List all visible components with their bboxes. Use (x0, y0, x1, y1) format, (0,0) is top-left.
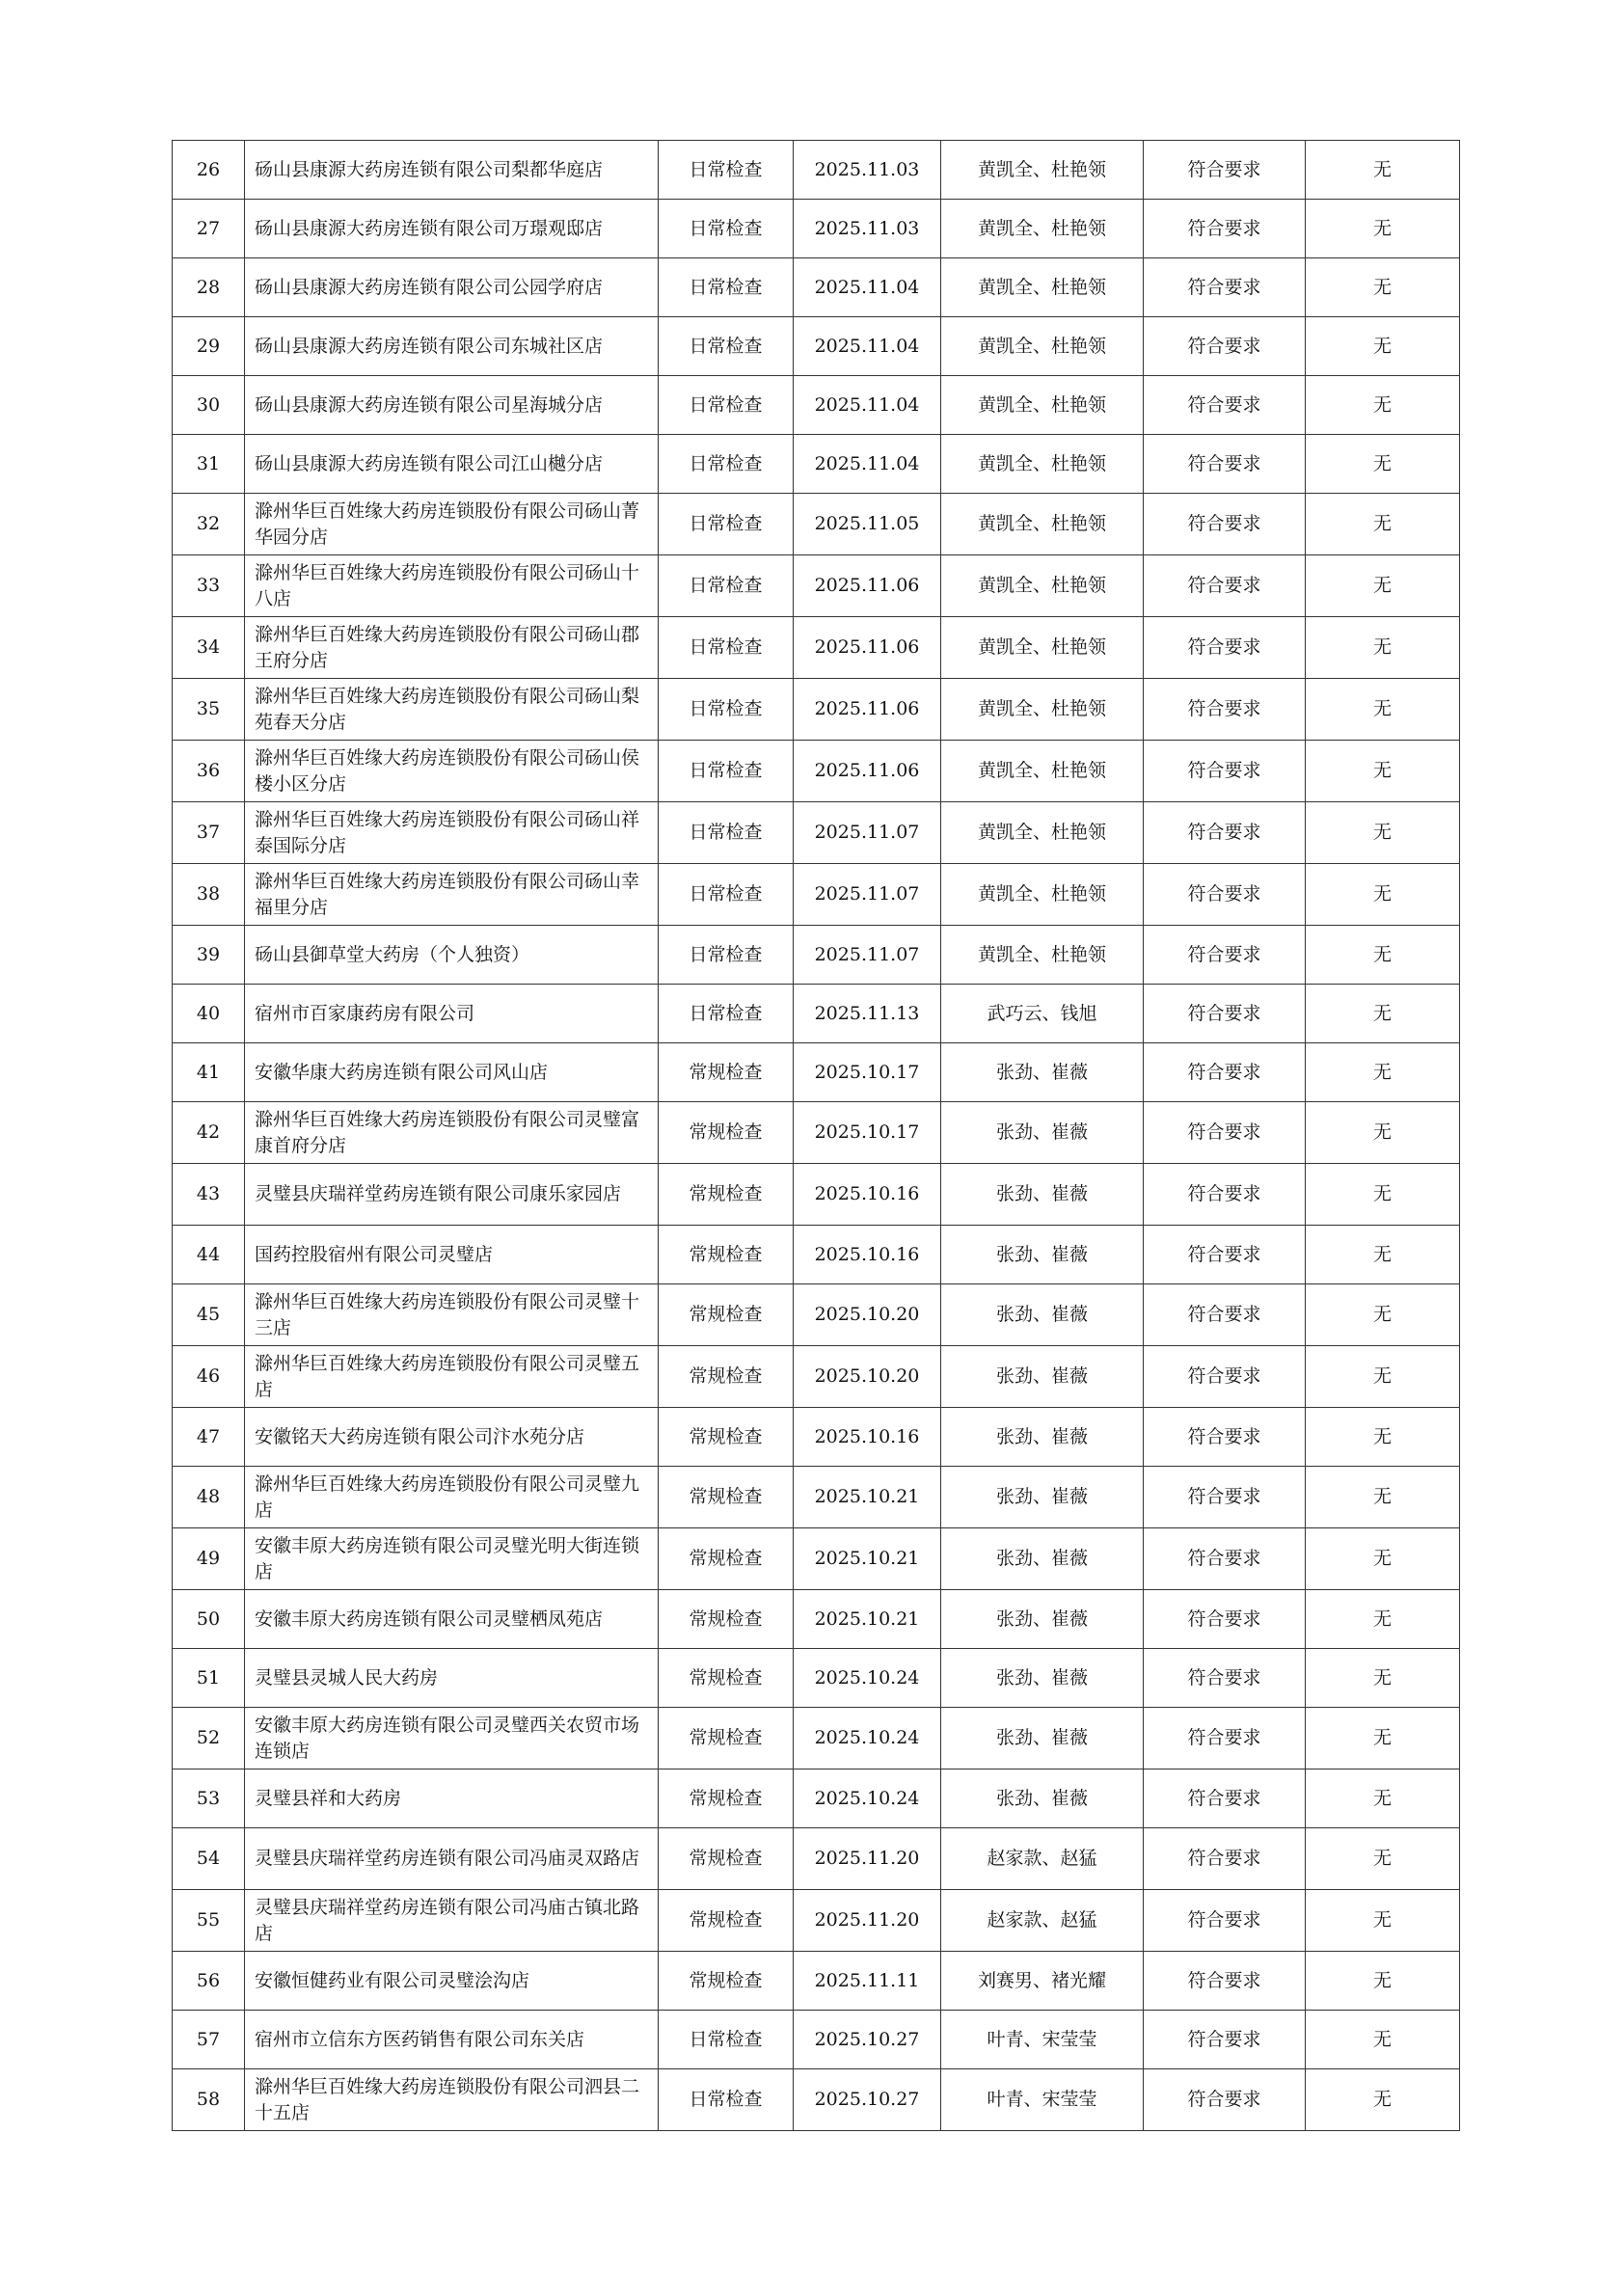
table-row (173, 1708, 1460, 1769)
inspection-type-cell: 日常检查 (659, 2069, 794, 2131)
inspectors-cell: 张劲、崔薇 (941, 1346, 1144, 1408)
inspection-type-cell: 常规检查 (659, 1467, 794, 1528)
row-number-cell: 56 (173, 1952, 245, 2011)
row-number-cell: 47 (173, 1408, 245, 1467)
inspection-date-cell: 2025.10.16 (794, 1164, 941, 1226)
pharmacy-name-cell: 滁州华巨百姓缘大药房连锁股份有限公司灵璧十三店 (245, 1284, 659, 1346)
inspection-type-cell: 常规检查 (659, 1164, 794, 1226)
result-cell: 符合要求 (1144, 258, 1306, 317)
inspectors-cell: 黄凯全、杜艳领 (941, 926, 1144, 985)
pharmacy-name-cell: 安徽丰原大药房连锁有限公司灵璧西关农贸市场连锁店 (245, 1708, 659, 1769)
inspectors-cell: 叶青、宋莹莹 (941, 2011, 1144, 2069)
inspectors-cell: 赵家款、赵猛 (941, 1828, 1144, 1890)
inspection-type-cell: 日常检查 (659, 679, 794, 741)
table-row (173, 555, 1460, 617)
pharmacy-name-cell: 宿州市立信东方医药销售有限公司东关店 (245, 2011, 659, 2069)
inspection-type-cell: 常规检查 (659, 1226, 794, 1284)
inspection-type-cell: 常规检查 (659, 1284, 794, 1346)
table-row (173, 985, 1460, 1043)
pharmacy-name-cell: 砀山县康源大药房连锁有限公司江山樾分店 (245, 435, 659, 494)
table-row (173, 1467, 1460, 1528)
result-cell: 符合要求 (1144, 802, 1306, 864)
table-row (173, 2011, 1460, 2069)
inspection-type-cell: 常规检查 (659, 1408, 794, 1467)
inspection-type-cell: 日常检查 (659, 802, 794, 864)
row-number-cell: 30 (173, 376, 245, 435)
pharmacy-name-cell: 滁州华巨百姓缘大药房连锁股份有限公司砀山侯楼小区分店 (245, 741, 659, 802)
result-cell: 符合要求 (1144, 141, 1306, 200)
table-row (173, 200, 1460, 258)
table-row (173, 1649, 1460, 1708)
result-cell: 符合要求 (1144, 864, 1306, 926)
row-number-cell: 44 (173, 1226, 245, 1284)
inspectors-cell: 黄凯全、杜艳领 (941, 679, 1144, 741)
table-row (173, 926, 1460, 985)
inspectors-cell: 黄凯全、杜艳领 (941, 141, 1144, 200)
result-cell: 符合要求 (1144, 1102, 1306, 1164)
inspection-date-cell: 2025.10.24 (794, 1769, 941, 1828)
table-row (173, 741, 1460, 802)
pharmacy-name-cell: 宿州市百家康药房有限公司 (245, 985, 659, 1043)
pharmacy-name-cell: 砀山县康源大药房连锁有限公司万璟观邸店 (245, 200, 659, 258)
issues-cell: 无 (1306, 1828, 1460, 1890)
inspectors-cell: 张劲、崔薇 (941, 1467, 1144, 1528)
inspection-type-cell: 日常检查 (659, 376, 794, 435)
row-number-cell: 36 (173, 741, 245, 802)
inspection-date-cell: 2025.10.16 (794, 1226, 941, 1284)
result-cell: 符合要求 (1144, 926, 1306, 985)
issues-cell: 无 (1306, 1043, 1460, 1102)
pharmacy-name-cell: 滁州华巨百姓缘大药房连锁股份有限公司灵璧五店 (245, 1346, 659, 1408)
row-number-cell: 31 (173, 435, 245, 494)
row-number-cell: 43 (173, 1164, 245, 1226)
table-row (173, 679, 1460, 741)
pharmacy-name-cell: 国药控股宿州有限公司灵璧店 (245, 1226, 659, 1284)
inspection-type-cell: 日常检查 (659, 435, 794, 494)
issues-cell: 无 (1306, 2011, 1460, 2069)
pharmacy-name-cell: 滁州华巨百姓缘大药房连锁股份有限公司砀山十八店 (245, 555, 659, 617)
table-row (173, 317, 1460, 376)
inspection-type-cell: 常规检查 (659, 1828, 794, 1890)
table-row (173, 1769, 1460, 1828)
row-number-cell: 28 (173, 258, 245, 317)
pharmacy-name-cell: 灵璧县庆瑞祥堂药房连锁有限公司康乐家园店 (245, 1164, 659, 1226)
result-cell: 符合要求 (1144, 1346, 1306, 1408)
table-row (173, 1528, 1460, 1590)
issues-cell: 无 (1306, 926, 1460, 985)
row-number-cell: 52 (173, 1708, 245, 1769)
inspection-date-cell: 2025.11.03 (794, 141, 941, 200)
inspection-type-cell: 常规检查 (659, 1043, 794, 1102)
result-cell: 符合要求 (1144, 1043, 1306, 1102)
result-cell: 符合要求 (1144, 1952, 1306, 2011)
inspection-date-cell: 2025.11.13 (794, 985, 941, 1043)
pharmacy-name-cell: 灵璧县灵城人民大药房 (245, 1649, 659, 1708)
row-number-cell: 42 (173, 1102, 245, 1164)
inspectors-cell: 黄凯全、杜艳领 (941, 864, 1144, 926)
row-number-cell: 34 (173, 617, 245, 679)
inspection-date-cell: 2025.11.06 (794, 617, 941, 679)
pharmacy-name-cell: 砀山县康源大药房连锁有限公司公园学府店 (245, 258, 659, 317)
issues-cell: 无 (1306, 679, 1460, 741)
row-number-cell: 33 (173, 555, 245, 617)
inspectors-cell: 张劲、崔薇 (941, 1590, 1144, 1649)
pharmacy-name-cell: 砀山县康源大药房连锁有限公司东城社区店 (245, 317, 659, 376)
inspectors-cell: 张劲、崔薇 (941, 1043, 1144, 1102)
issues-cell: 无 (1306, 1590, 1460, 1649)
issues-cell: 无 (1306, 1769, 1460, 1828)
issues-cell: 无 (1306, 1890, 1460, 1952)
inspectors-cell: 黄凯全、杜艳领 (941, 317, 1144, 376)
result-cell: 符合要求 (1144, 317, 1306, 376)
pharmacy-name-cell: 滁州华巨百姓缘大药房连锁股份有限公司砀山菁华园分店 (245, 494, 659, 555)
inspection-date-cell: 2025.10.20 (794, 1346, 941, 1408)
inspectors-cell: 张劲、崔薇 (941, 1528, 1144, 1590)
result-cell: 符合要求 (1144, 555, 1306, 617)
row-number-cell: 37 (173, 802, 245, 864)
issues-cell: 无 (1306, 1467, 1460, 1528)
inspection-type-cell: 常规检查 (659, 1649, 794, 1708)
row-number-cell: 54 (173, 1828, 245, 1890)
result-cell: 符合要求 (1144, 1769, 1306, 1828)
table-row (173, 617, 1460, 679)
table-row (173, 1408, 1460, 1467)
row-number-cell: 57 (173, 2011, 245, 2069)
inspection-type-cell: 常规检查 (659, 1708, 794, 1769)
result-cell: 符合要求 (1144, 1284, 1306, 1346)
result-cell: 符合要求 (1144, 376, 1306, 435)
issues-cell: 无 (1306, 1408, 1460, 1467)
issues-cell: 无 (1306, 1102, 1460, 1164)
inspectors-cell: 武巧云、钱旭 (941, 985, 1144, 1043)
issues-cell: 无 (1306, 1649, 1460, 1708)
inspection-date-cell: 2025.11.07 (794, 802, 941, 864)
table-row (173, 494, 1460, 555)
row-number-cell: 41 (173, 1043, 245, 1102)
issues-cell: 无 (1306, 494, 1460, 555)
inspectors-cell: 张劲、崔薇 (941, 1284, 1144, 1346)
inspectors-cell: 黄凯全、杜艳领 (941, 435, 1144, 494)
inspection-type-cell: 日常检查 (659, 741, 794, 802)
result-cell: 符合要求 (1144, 617, 1306, 679)
row-number-cell: 51 (173, 1649, 245, 1708)
inspection-type-cell: 常规检查 (659, 1890, 794, 1952)
inspectors-cell: 张劲、崔薇 (941, 1164, 1144, 1226)
row-number-cell: 55 (173, 1890, 245, 1952)
row-number-cell: 58 (173, 2069, 245, 2131)
inspection-date-cell: 2025.11.04 (794, 435, 941, 494)
row-number-cell: 49 (173, 1528, 245, 1590)
issues-cell: 无 (1306, 2069, 1460, 2131)
issues-cell: 无 (1306, 1226, 1460, 1284)
inspectors-cell: 叶青、宋莹莹 (941, 2069, 1144, 2131)
inspectors-cell: 黄凯全、杜艳领 (941, 258, 1144, 317)
inspection-date-cell: 2025.10.16 (794, 1408, 941, 1467)
inspection-type-cell: 常规检查 (659, 1952, 794, 2011)
inspection-date-cell: 2025.10.24 (794, 1649, 941, 1708)
result-cell: 符合要求 (1144, 1890, 1306, 1952)
result-cell: 符合要求 (1144, 741, 1306, 802)
inspection-date-cell: 2025.11.06 (794, 555, 941, 617)
inspection-date-cell: 2025.10.24 (794, 1708, 941, 1769)
result-cell: 符合要求 (1144, 1828, 1306, 1890)
issues-cell: 无 (1306, 1952, 1460, 2011)
issues-cell: 无 (1306, 200, 1460, 258)
inspectors-cell: 张劲、崔薇 (941, 1649, 1144, 1708)
result-cell: 符合要求 (1144, 435, 1306, 494)
inspectors-cell: 张劲、崔薇 (941, 1408, 1144, 1467)
inspectors-cell: 黄凯全、杜艳领 (941, 617, 1144, 679)
inspection-table-container (172, 140, 1459, 2131)
pharmacy-name-cell: 砀山县御草堂大药房（个人独资） (245, 926, 659, 985)
row-number-cell: 45 (173, 1284, 245, 1346)
issues-cell: 无 (1306, 1708, 1460, 1769)
inspection-date-cell: 2025.10.27 (794, 2011, 941, 2069)
inspection-date-cell: 2025.11.07 (794, 864, 941, 926)
row-number-cell: 48 (173, 1467, 245, 1528)
issues-cell: 无 (1306, 435, 1460, 494)
inspectors-cell: 张劲、崔薇 (941, 1226, 1144, 1284)
inspectors-cell: 黄凯全、杜艳领 (941, 376, 1144, 435)
issues-cell: 无 (1306, 1284, 1460, 1346)
pharmacy-name-cell: 滁州华巨百姓缘大药房连锁股份有限公司泗县二十五店 (245, 2069, 659, 2131)
result-cell: 符合要求 (1144, 1590, 1306, 1649)
inspection-date-cell: 2025.11.06 (794, 679, 941, 741)
table-row (173, 1043, 1460, 1102)
issues-cell: 无 (1306, 555, 1460, 617)
table-row (173, 435, 1460, 494)
table-row (173, 2069, 1460, 2131)
inspection-date-cell: 2025.11.04 (794, 376, 941, 435)
result-cell: 符合要求 (1144, 1528, 1306, 1590)
table-row (173, 864, 1460, 926)
inspectors-cell: 张劲、崔薇 (941, 1708, 1144, 1769)
inspection-type-cell: 常规检查 (659, 1346, 794, 1408)
inspection-type-cell: 常规检查 (659, 1590, 794, 1649)
issues-cell: 无 (1306, 1528, 1460, 1590)
inspection-type-cell: 日常检查 (659, 555, 794, 617)
table-row (173, 1164, 1460, 1226)
pharmacy-name-cell: 滁州华巨百姓缘大药房连锁股份有限公司灵璧富康首府分店 (245, 1102, 659, 1164)
inspection-date-cell: 2025.11.04 (794, 258, 941, 317)
inspection-type-cell: 日常检查 (659, 985, 794, 1043)
inspection-date-cell: 2025.10.17 (794, 1102, 941, 1164)
row-number-cell: 53 (173, 1769, 245, 1828)
inspectors-cell: 刘赛男、褚光耀 (941, 1952, 1144, 2011)
issues-cell: 无 (1306, 1346, 1460, 1408)
inspection-date-cell: 2025.11.11 (794, 1952, 941, 2011)
inspection-date-cell: 2025.10.21 (794, 1467, 941, 1528)
pharmacy-name-cell: 安徽恒健药业有限公司灵璧浍沟店 (245, 1952, 659, 2011)
table-row (173, 258, 1460, 317)
issues-cell: 无 (1306, 376, 1460, 435)
inspectors-cell: 黄凯全、杜艳领 (941, 555, 1144, 617)
inspection-type-cell: 日常检查 (659, 494, 794, 555)
row-number-cell: 39 (173, 926, 245, 985)
pharmacy-name-cell: 滁州华巨百姓缘大药房连锁股份有限公司砀山祥泰国际分店 (245, 802, 659, 864)
inspection-date-cell: 2025.10.20 (794, 1284, 941, 1346)
inspection-type-cell: 日常检查 (659, 317, 794, 376)
issues-cell: 无 (1306, 617, 1460, 679)
issues-cell: 无 (1306, 864, 1460, 926)
inspection-date-cell: 2025.11.07 (794, 926, 941, 985)
issues-cell: 无 (1306, 985, 1460, 1043)
table-row (173, 141, 1460, 200)
inspectors-cell: 黄凯全、杜艳领 (941, 802, 1144, 864)
inspectors-cell: 赵家款、赵猛 (941, 1890, 1144, 1952)
result-cell: 符合要求 (1144, 1164, 1306, 1226)
issues-cell: 无 (1306, 802, 1460, 864)
inspection-date-cell: 2025.11.04 (794, 317, 941, 376)
result-cell: 符合要求 (1144, 2069, 1306, 2131)
result-cell: 符合要求 (1144, 1408, 1306, 1467)
row-number-cell: 26 (173, 141, 245, 200)
pharmacy-name-cell: 滁州华巨百姓缘大药房连锁股份有限公司砀山幸福里分店 (245, 864, 659, 926)
pharmacy-name-cell: 滁州华巨百姓缘大药房连锁股份有限公司砀山梨苑春天分店 (245, 679, 659, 741)
inspection-type-cell: 日常检查 (659, 141, 794, 200)
result-cell: 符合要求 (1144, 679, 1306, 741)
table-row (173, 1226, 1460, 1284)
row-number-cell: 35 (173, 679, 245, 741)
inspection-type-cell: 日常检查 (659, 258, 794, 317)
inspection-type-cell: 日常检查 (659, 617, 794, 679)
inspection-type-cell: 常规检查 (659, 1528, 794, 1590)
row-number-cell: 50 (173, 1590, 245, 1649)
inspection-type-cell: 日常检查 (659, 864, 794, 926)
result-cell: 符合要求 (1144, 1226, 1306, 1284)
inspection-date-cell: 2025.11.20 (794, 1890, 941, 1952)
inspectors-cell: 黄凯全、杜艳领 (941, 741, 1144, 802)
result-cell: 符合要求 (1144, 494, 1306, 555)
issues-cell: 无 (1306, 1164, 1460, 1226)
pharmacy-name-cell: 滁州华巨百姓缘大药房连锁股份有限公司灵璧九店 (245, 1467, 659, 1528)
inspection-type-cell: 常规检查 (659, 1102, 794, 1164)
inspection-type-cell: 日常检查 (659, 200, 794, 258)
inspectors-cell: 黄凯全、杜艳领 (941, 494, 1144, 555)
inspectors-cell: 张劲、崔薇 (941, 1102, 1144, 1164)
pharmacy-name-cell: 滁州华巨百姓缘大药房连锁股份有限公司砀山郡王府分店 (245, 617, 659, 679)
row-number-cell: 46 (173, 1346, 245, 1408)
issues-cell: 无 (1306, 141, 1460, 200)
inspection-date-cell: 2025.11.03 (794, 200, 941, 258)
result-cell: 符合要求 (1144, 1708, 1306, 1769)
row-number-cell: 40 (173, 985, 245, 1043)
row-number-cell: 29 (173, 317, 245, 376)
issues-cell: 无 (1306, 317, 1460, 376)
inspection-date-cell: 2025.10.27 (794, 2069, 941, 2131)
issues-cell: 无 (1306, 741, 1460, 802)
inspection-type-cell: 日常检查 (659, 926, 794, 985)
inspectors-cell: 张劲、崔薇 (941, 1769, 1144, 1828)
result-cell: 符合要求 (1144, 1467, 1306, 1528)
inspection-date-cell: 2025.11.06 (794, 741, 941, 802)
table-row (173, 376, 1460, 435)
inspection-type-cell: 日常检查 (659, 2011, 794, 2069)
pharmacy-name-cell: 灵璧县祥和大药房 (245, 1769, 659, 1828)
pharmacy-name-cell: 安徽丰原大药房连锁有限公司灵璧栖凤苑店 (245, 1590, 659, 1649)
inspection-date-cell: 2025.11.05 (794, 494, 941, 555)
pharmacy-name-cell: 灵璧县庆瑞祥堂药房连锁有限公司冯庙灵双路店 (245, 1828, 659, 1890)
inspection-date-cell: 2025.11.20 (794, 1828, 941, 1890)
table-row (173, 1102, 1460, 1164)
pharmacy-name-cell: 安徽铭天大药房连锁有限公司汴水苑分店 (245, 1408, 659, 1467)
inspectors-cell: 黄凯全、杜艳领 (941, 200, 1144, 258)
table-row (173, 1590, 1460, 1649)
issues-cell: 无 (1306, 258, 1460, 317)
result-cell: 符合要求 (1144, 2011, 1306, 2069)
table-row (173, 1952, 1460, 2011)
table-row (173, 802, 1460, 864)
inspection-type-cell: 常规检查 (659, 1769, 794, 1828)
row-number-cell: 38 (173, 864, 245, 926)
pharmacy-name-cell: 砀山县康源大药房连锁有限公司梨都华庭店 (245, 141, 659, 200)
inspection-date-cell: 2025.10.17 (794, 1043, 941, 1102)
result-cell: 符合要求 (1144, 200, 1306, 258)
inspection-table (172, 140, 1460, 2131)
inspection-date-cell: 2025.10.21 (794, 1528, 941, 1590)
pharmacy-name-cell: 砀山县康源大药房连锁有限公司星海城分店 (245, 376, 659, 435)
pharmacy-name-cell: 灵璧县庆瑞祥堂药房连锁有限公司冯庙古镇北路店 (245, 1890, 659, 1952)
table-row (173, 1890, 1460, 1952)
result-cell: 符合要求 (1144, 985, 1306, 1043)
table-row (173, 1284, 1460, 1346)
row-number-cell: 32 (173, 494, 245, 555)
inspection-date-cell: 2025.10.21 (794, 1590, 941, 1649)
pharmacy-name-cell: 安徽丰原大药房连锁有限公司灵璧光明大街连锁店 (245, 1528, 659, 1590)
table-row (173, 1346, 1460, 1408)
table-row (173, 1828, 1460, 1890)
result-cell: 符合要求 (1144, 1649, 1306, 1708)
pharmacy-name-cell: 安徽华康大药房连锁有限公司风山店 (245, 1043, 659, 1102)
row-number-cell: 27 (173, 200, 245, 258)
